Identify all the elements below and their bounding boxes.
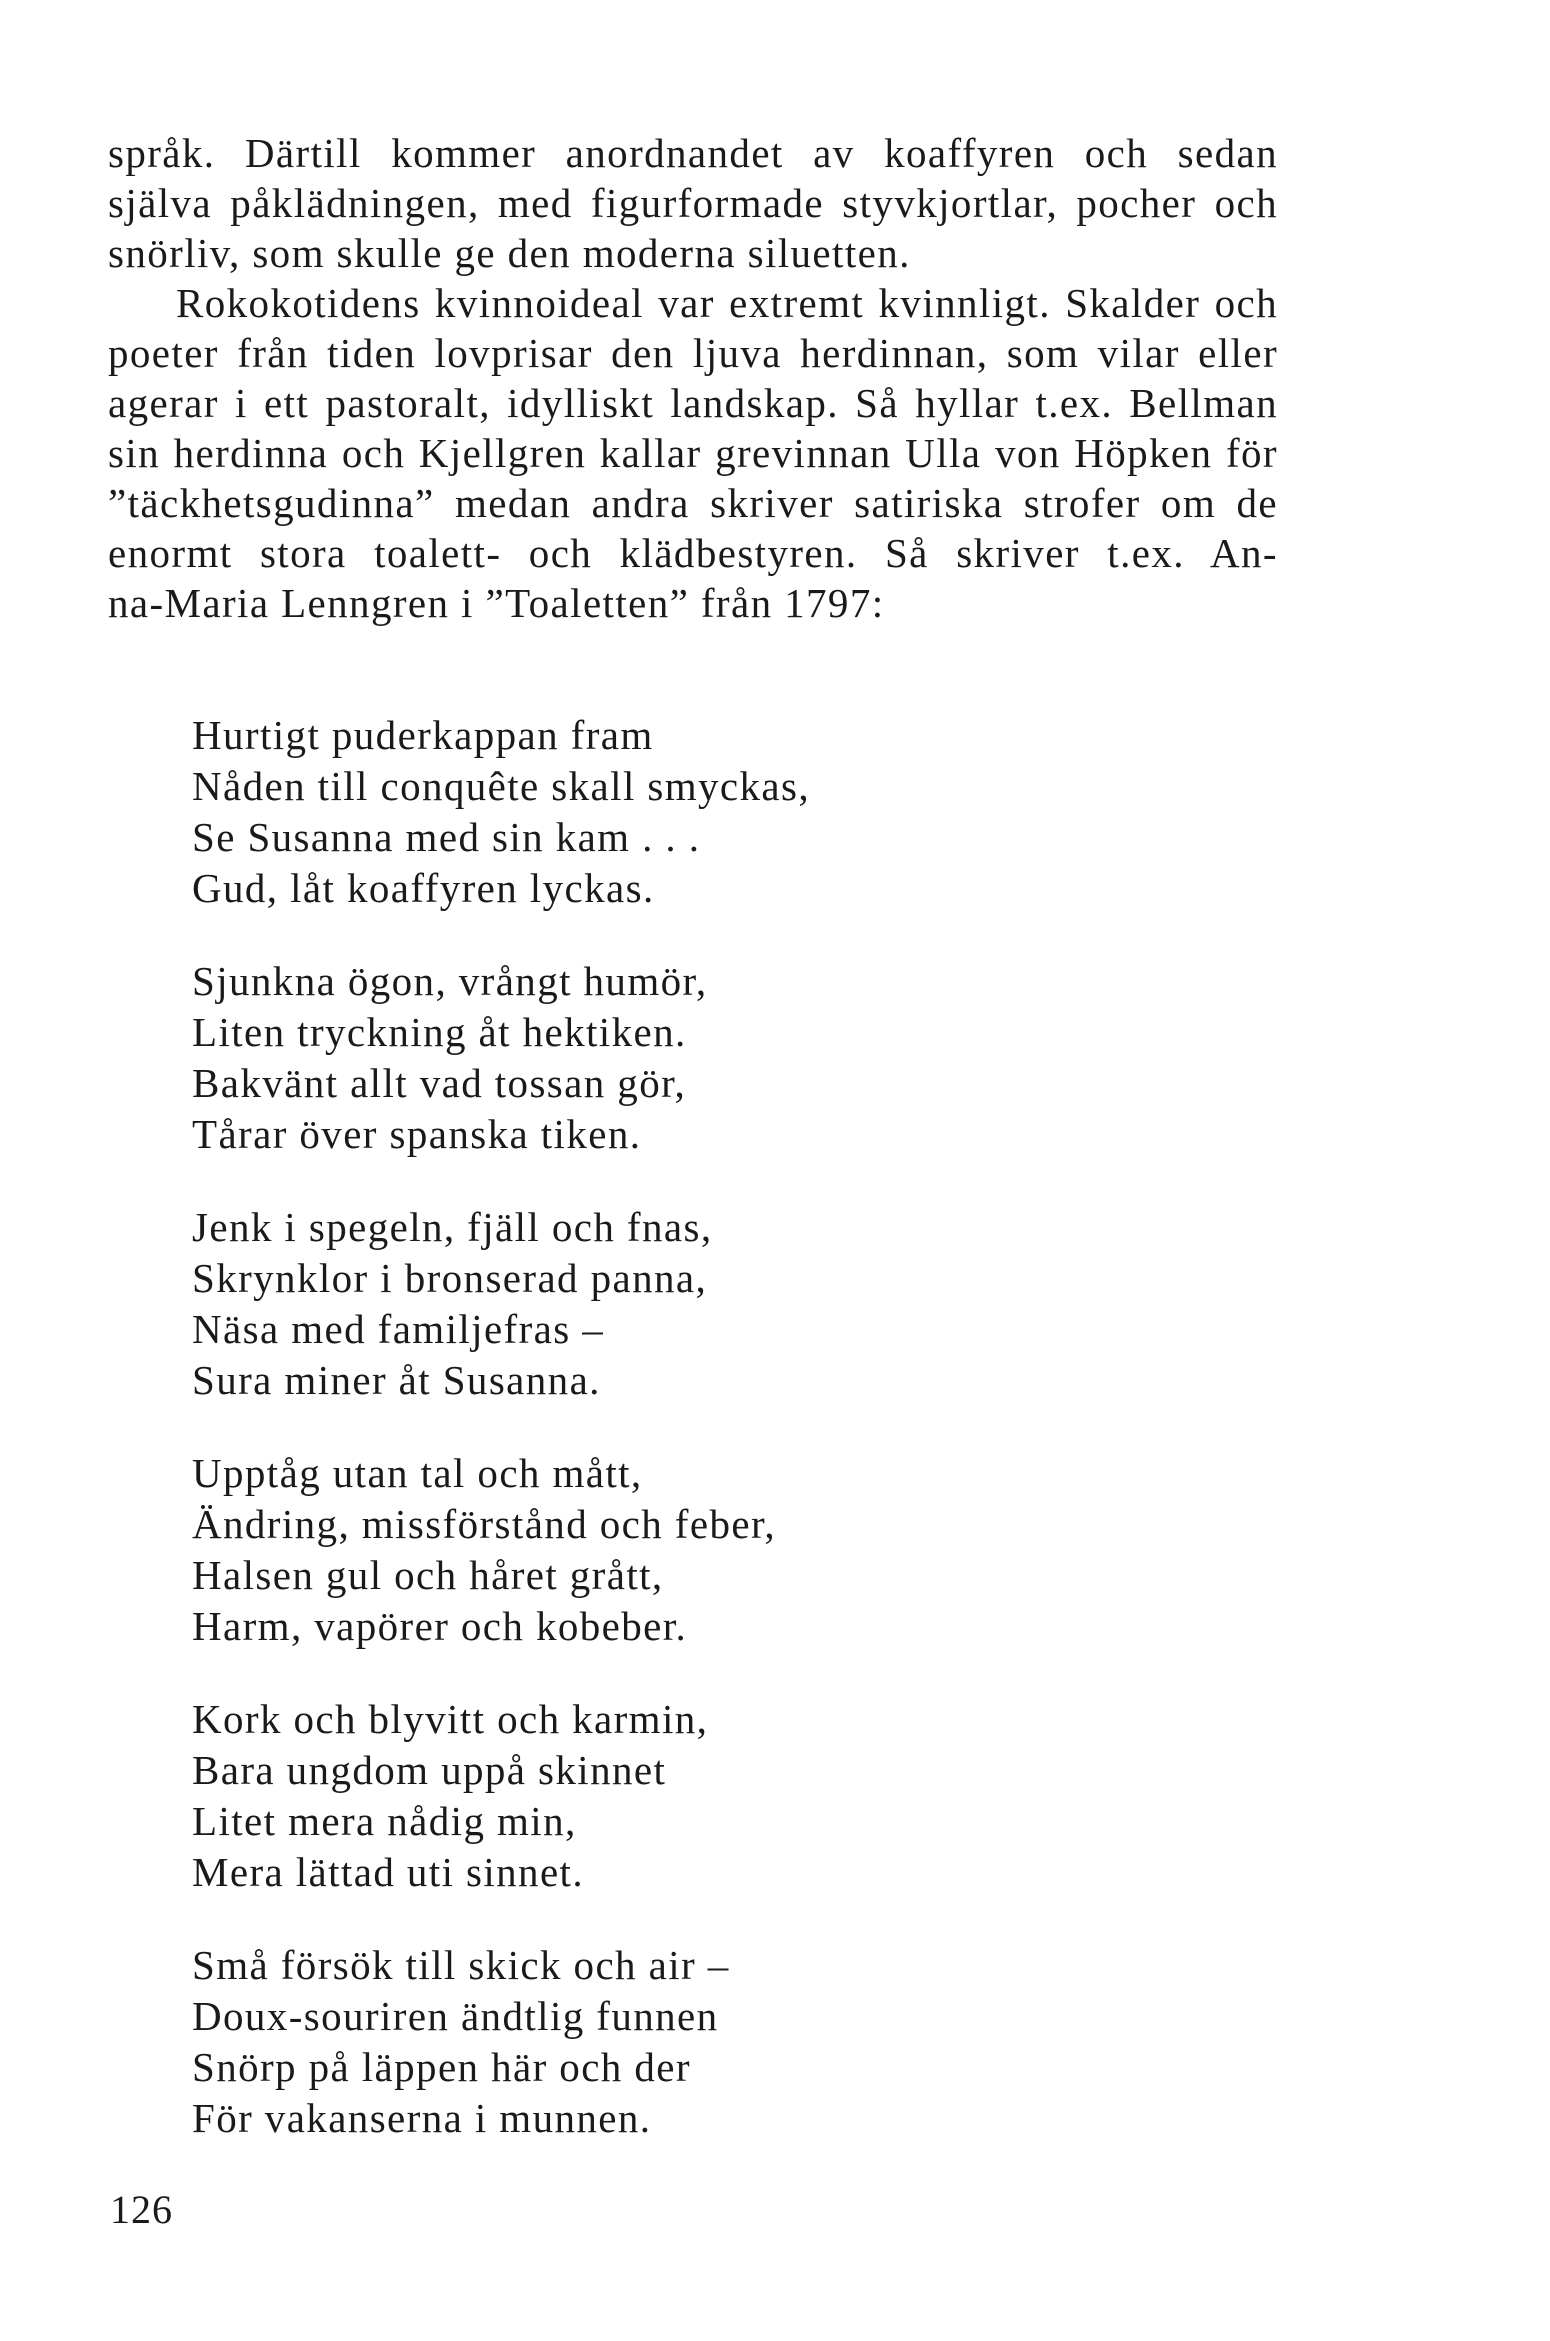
text-line: själva påklädningen, med figurformade styvkjortlar, pocher och — [108, 180, 1278, 226]
text-line: na-Maria Lenngren i ”Toaletten” från 1797: — [108, 580, 885, 626]
stanza — [192, 956, 1092, 1160]
verse-line: Tårar över spanska tiken. — [192, 1111, 642, 1157]
stanza — [192, 710, 1092, 914]
verse-line: Gud, låt koaffyren lyckas. — [192, 865, 655, 911]
text-line: språk. Därtill kommer anordnandet av koaffyren och sedan — [108, 130, 1278, 176]
stanza — [192, 1202, 1092, 1406]
stanza — [192, 1940, 1092, 2144]
stanza — [192, 1448, 1092, 1652]
text-line: ”täckhetsgudinna” medan andra skriver satiriska strofer om de — [108, 480, 1278, 526]
verse-line: För vakanserna i munnen. — [192, 2095, 652, 2141]
verse-line: Ändring, missförstånd och feber, — [192, 1501, 777, 1547]
paragraph-first-line: Rokokotidens kvinnoideal var extremt kvinnligt. Skalder och — [176, 280, 1278, 326]
verse-line: Nåden till conquête skall smyckas, — [192, 763, 811, 809]
text-line: sin herdinna och Kjellgren kallar grevinnan Ulla von Höpken för — [108, 430, 1278, 476]
verse-line: Sura miner åt Susanna. — [192, 1357, 601, 1403]
body-text — [108, 128, 1278, 628]
verse-line: Upptåg utan tal och mått, — [192, 1450, 643, 1496]
poem-quotation — [192, 710, 1092, 2186]
verse-line: Skrynklor i bronserad panna, — [192, 1255, 708, 1301]
text-line: enormt stora toalett- och klädbestyren. Så skriver t.ex. An- — [108, 530, 1278, 576]
verse-line: Sjunkna ögon, vrångt humör, — [192, 958, 708, 1004]
verse-line: Harm, vapörer och kobeber. — [192, 1603, 688, 1649]
verse-line: Halsen gul och håret grått, — [192, 1552, 664, 1598]
verse-line: Bara ungdom uppå skinnet — [192, 1747, 667, 1793]
stanza — [192, 1694, 1092, 1898]
verse-line: Mera lättad uti sinnet. — [192, 1849, 584, 1895]
verse-line: Doux-souriren ändtlig funnen — [192, 1993, 719, 2039]
verse-line: Se Susanna med sin kam . . . — [192, 814, 701, 860]
verse-line: Litet mera nådig min, — [192, 1798, 577, 1844]
page-number: 126 — [110, 2187, 173, 2232]
verse-line: Bakvänt allt vad tossan gör, — [192, 1060, 687, 1106]
verse-line: Jenk i spegeln, fjäll och fnas, — [192, 1204, 713, 1250]
text-line: snörliv, som skulle ge den moderna siluetten. — [108, 230, 911, 276]
text-line: poeter från tiden lovprisar den ljuva herdinnan, som vilar eller — [108, 330, 1278, 376]
verse-line: Liten tryckning åt hektiken. — [192, 1009, 687, 1055]
verse-line: Kork och blyvitt och karmin, — [192, 1696, 709, 1742]
text-line: agerar i ett pastoralt, idylliskt landskap. Så hyllar t.ex. Bellman — [108, 380, 1278, 426]
verse-line: Näsa med familjefras – — [192, 1306, 605, 1352]
verse-line: Små försök till skick och air – — [192, 1942, 730, 1988]
verse-line: Hurtigt puderkappan fram — [192, 712, 654, 758]
verse-line: Snörp på läppen här och der — [192, 2044, 691, 2090]
